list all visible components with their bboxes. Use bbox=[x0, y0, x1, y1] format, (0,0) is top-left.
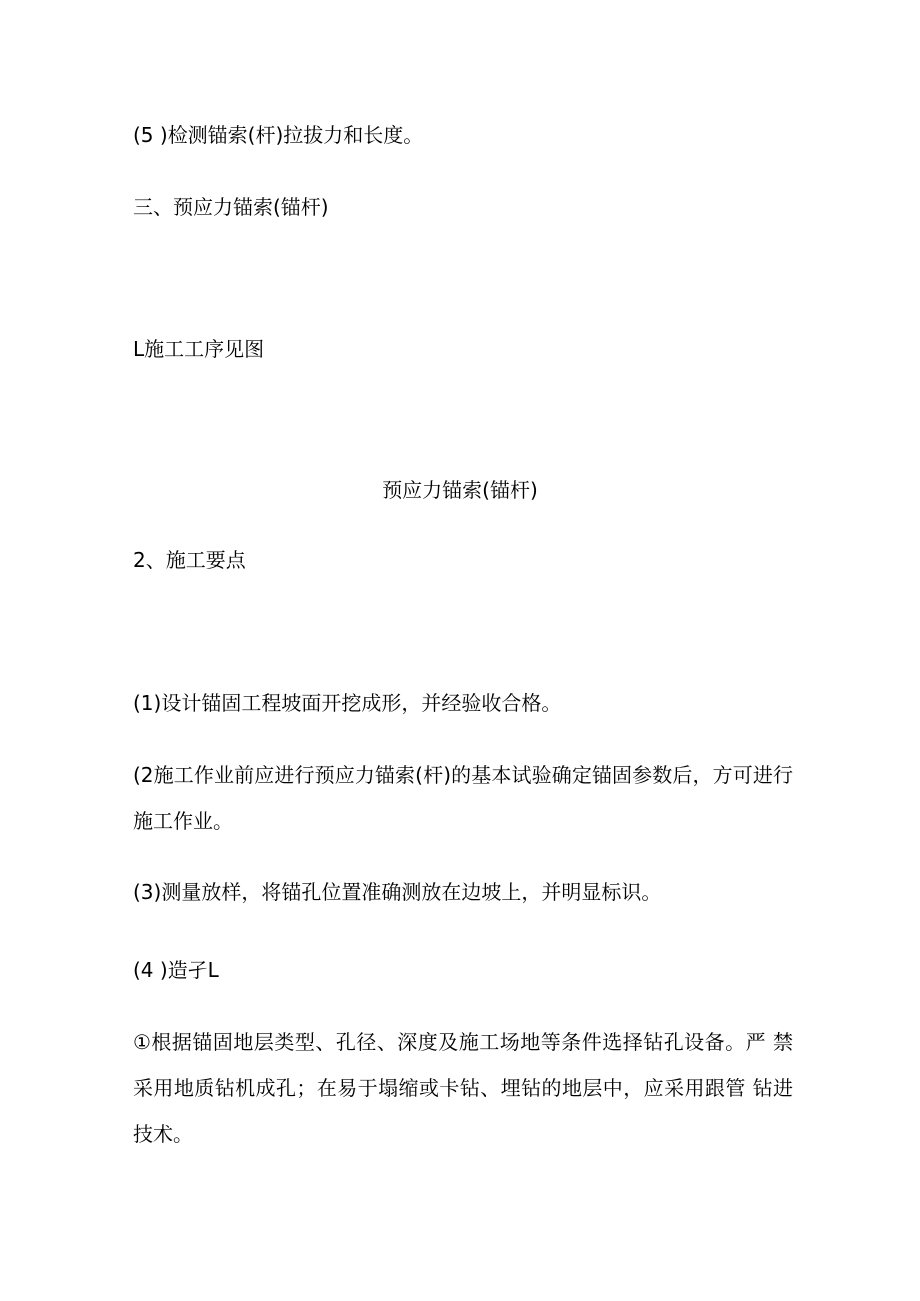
step-1-heading: L施工工序见图 bbox=[133, 337, 265, 361]
step-2-heading: 2、施工要点 bbox=[133, 548, 246, 572]
point-3-text: (3)测量放样，将锚孔位置准确测放在边坡上，并明显标识。 bbox=[133, 880, 662, 904]
point-1-text: (1)设计锚固工程坡面开挖成形，并经验收合格。 bbox=[133, 691, 562, 715]
point-4-heading: (4 )造孑L bbox=[133, 958, 219, 982]
item-5-text: (5 )检测锚索(杆)拉拔力和长度。 bbox=[133, 123, 424, 147]
figure-caption: 预应力锚索(锚杆) bbox=[382, 478, 538, 502]
point-4-sub-1-text: ①根据锚固地层类型、孔径、深度及施工场地等条件选择钻孔设备。严 禁采用地质钻机成孔；在易于塌缩或卡钻、埋钻的地层中，应采用跟管 钻进技术。 bbox=[133, 1030, 793, 1146]
section-3-heading: 三、预应力锚索(锚杆) bbox=[133, 195, 329, 219]
point-2-text: (2施工作业前应进行预应力锚索(杆)的基本试验确定锚固参数后，方可进行施工作业。 bbox=[133, 763, 793, 833]
